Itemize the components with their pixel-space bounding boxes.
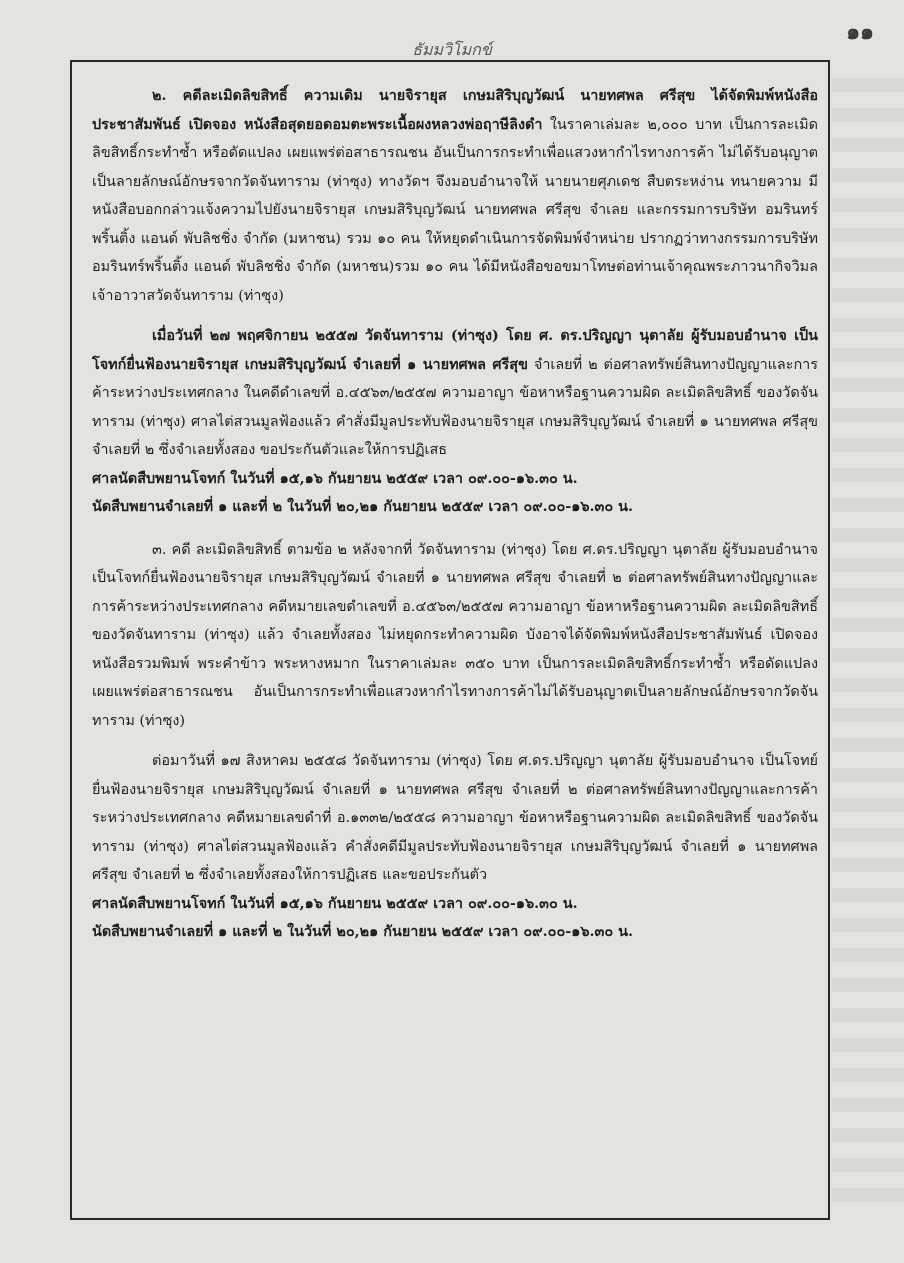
section-3b-schedule-plaintiff: ศาลนัดสืบพยานโจทก์ ในวันที่ ๑๕,๑๖ กันยายน ๒๕๕๙ เวลา ๐๙.๐๐-๑๖.๓๐ น. [92, 894, 578, 912]
section-3b-paragraph [92, 747, 818, 890]
header-title: ธัมมวิโมกข์ [412, 40, 492, 59]
section-2b-lead: เมื่อวันที่ ๒๗ พฤศจิกายน ๒๕๕๗ วัดจันทาราม (ท่าซุง) โดย ศ. ดร.ปริญญา นุตาลัย ผู้รับมอบอำนาจ เป็นโจทก์ยื่นฟ้องนายจิรายุส เกษมสิริบุญวัฒน์ จำเลยที่ ๑ นายทศพล ศรีสุข [92, 327, 818, 373]
section-3-paragraph [92, 536, 818, 736]
section-3b-body: ต่อมาวันที่ ๑๗ สิงหาคม ๒๕๕๘ วัดจันทาราม (ท่าซุง) โดย ศ.ดร.ปริญญา นุตาลัย ผู้รับมอบอำนาจ เป็นโจทย์ยื่นฟ้องนายจิรายุส เกษมสิริบุญวัฒน์ จำเลยที่ ๑ นายทศพล ศรีสุข จำเลยที่ ๒ ต่อศาลทรัพย์สินทางปัญญาและการค้าระหว่างประเทศกลาง คดีหมายเลขดำที่ อ.๑๓๓๒/๒๕๕๘ ความอาญา ข้อหาหรือฐานความผิด ละเมิดลิขสิทธิ์ ของวัดจันทาราม (ท่าซุง) ศาลไต่สวนมูลฟ้องแล้ว คำสั่งคดีมีมูลประทับฟ้องนายจิรายุส เกษมสิริบุญวัฒน์ จำเลยที่ ๑ นายทศพล ศรีสุข จำเลยที่ ๒ ซึ่งจำเลยทั้งสองให้การปฏิเสธ และขอประกันตัว [92, 753, 818, 883]
section-2b-schedule-plaintiff: ศาลนัดสืบพยานโจทก์ ในวันที่ ๑๕,๑๖ กันยายน ๒๕๕๙ เวลา ๐๙.๐๐-๑๖.๓๐ น. [92, 469, 578, 487]
section-2b-body: จำเลยที่ ๒ ต่อศาลทรัพย์สินทางปัญญาและการค้าระหว่างประเทศกลาง ในคดีดำเลขที่ อ.๔๕๖๓/๒๕๕๗ ความอาญา ข้อหาหรือฐานความผิด ละเมิดลิขสิทธิ์ ของวัดจันทาราม (ท่าซุง) ศาลไต่สวนมูลฟ้องแล้ว คำสั่งมีมูลประทับฟ้องนายจิรายุส เกษมสิริบุญวัฒน์ จำเลยที่ ๑ นายทศพล ศรีสุข จำเลยที่ ๒ ซึ่งจำเลยทั้งสอง ขอประกันตัวและให้การปฏิเสธ [92, 356, 818, 458]
ghost-bleedthrough [832, 78, 904, 1218]
section-2-lead: ๒. คดีละเมิดลิขสิทธิ์ ความเดิม นายจิรายุส เกษมสิริบุญวัฒน์ นายทศพล ศรีสุข ได้จัดพิมพ์หนังสือ ประชาสัมพันธ์ เปิดจอง หนังสือสุดยอดอมตะพระเนื้อผงหลวงพ่อฤาษีลิงดำ [92, 87, 818, 133]
section-2b-schedule-defendant: นัดสืบพยานจำเลยที่ ๑ และที่ ๒ ในวันที่ ๒๐,๒๑ กันยายน ๒๕๕๙ เวลา ๐๙.๐๐-๑๖.๓๐ น. [92, 498, 633, 515]
spacer [92, 522, 818, 536]
section-3-body: ๓. คดี ละเมิดลิขสิทธิ์ ตามข้อ ๒ หลังจากที่ วัดจันทาราม (ท่าซุง) โดย ศ.ดร.ปริญญา นุตาลัย ผู้รับมอบอำนาจ เป็นโจทก์ยื่นฟ้องนายจิรายุส เกษมสิริบุญวัฒน์ จำเลยที่ ๑ นายทศพล ศรีสุข จำเลยที่ ๒ ต่อศาลทรัพย์สินทางปัญญาและการค้าระหว่างประเทศกลาง คดีหมายเลขดำเลขที่ อ.๔๕๖๓/๒๕๕๗ ความอาญา ข้อหาหรือฐานความผิด ละเมิดลิขสิทธิ์ ของวัดจันทาราม (ท่าซุง) แล้ว จำเลยทั้งสอง ไม่หยุดกระทำความผิด บังอาจได้จัดพิมพ์หนังสือประชาสัมพันธ์ เปิดจองหนังสือรวมพิมพ์ พระคำข้าว พระหางหมาก ในราคาเล่มละ ๓๕๐ บาท เป็นการละเมิดลิขสิทธิ์กระทำซ้ำ หรือดัดแปลง เผยแพร่ต่อสาธารณชน อันเป็นการกระทำเพื่อแสวงหากำไรทางการค้าไม่ได้รับอนุญาตเป็นลายลักษณ์อักษรจากวัดจันทาราม (ท่าซุง) [92, 541, 818, 729]
section-3b-schedule-defendant: นัดสืบพยานจำเลยที่ ๑ และที่ ๒ ในวันที่ ๒๐,๒๑ กันยายน ๒๕๕๙ เวลา ๐๙.๐๐-๑๖.๓๐ น. [92, 923, 633, 940]
section-2-paragraph [92, 82, 818, 310]
section-2b-paragraph [92, 322, 818, 465]
section-2-body: ในราคาเล่มละ ๒,๐๐๐ บาท เป็นการละเมิดลิขสิทธิ์กระทำซ้ำ หรือดัดแปลง เผยแพร่ต่อสาธารณชน อันเป็นการกระทำเพื่อแสวงหากำไรทางการค้า ไม่ได้รับอนุญาตเป็นลายลักษณ์อักษรจากวัดจันทาราม (ท่าซุง) ทางวัดฯ จึงมอบอำนาจให้ นายนายศุภเดช สืบตระหง่าน ทนายความ มีหนังสือบอกกล่าวแจ้งความไปยังนายจิรายุส เกษมสิริบุญวัฒน์ นายทศพล ศรีสุข จำเลย และกรรมการบริษัท อมรินทร์พริ้นติ้ง แอนด์ พับลิชชิ่ง จำกัด (มหาชน) รวม ๑๐ คน ให้หยุดดำเนินการจัดพิมพ์จำหน่าย ปรากฏว่าทางกรรมการบริษัท อมรินทร์พริ้นติ้ง แอนด์ พับลิชชิ่ง จำกัด (มหาชน)รวม ๑๐ คน ได้มีหนังสือขอขมาโทษต่อท่านเจ้าคุณพระภาวนากิจวิมล เจ้าอาวาสวัดจันทาราม (ท่าซุง) [92, 116, 818, 304]
page-number: ๑๑ [846, 19, 874, 45]
content-frame [70, 60, 830, 1220]
